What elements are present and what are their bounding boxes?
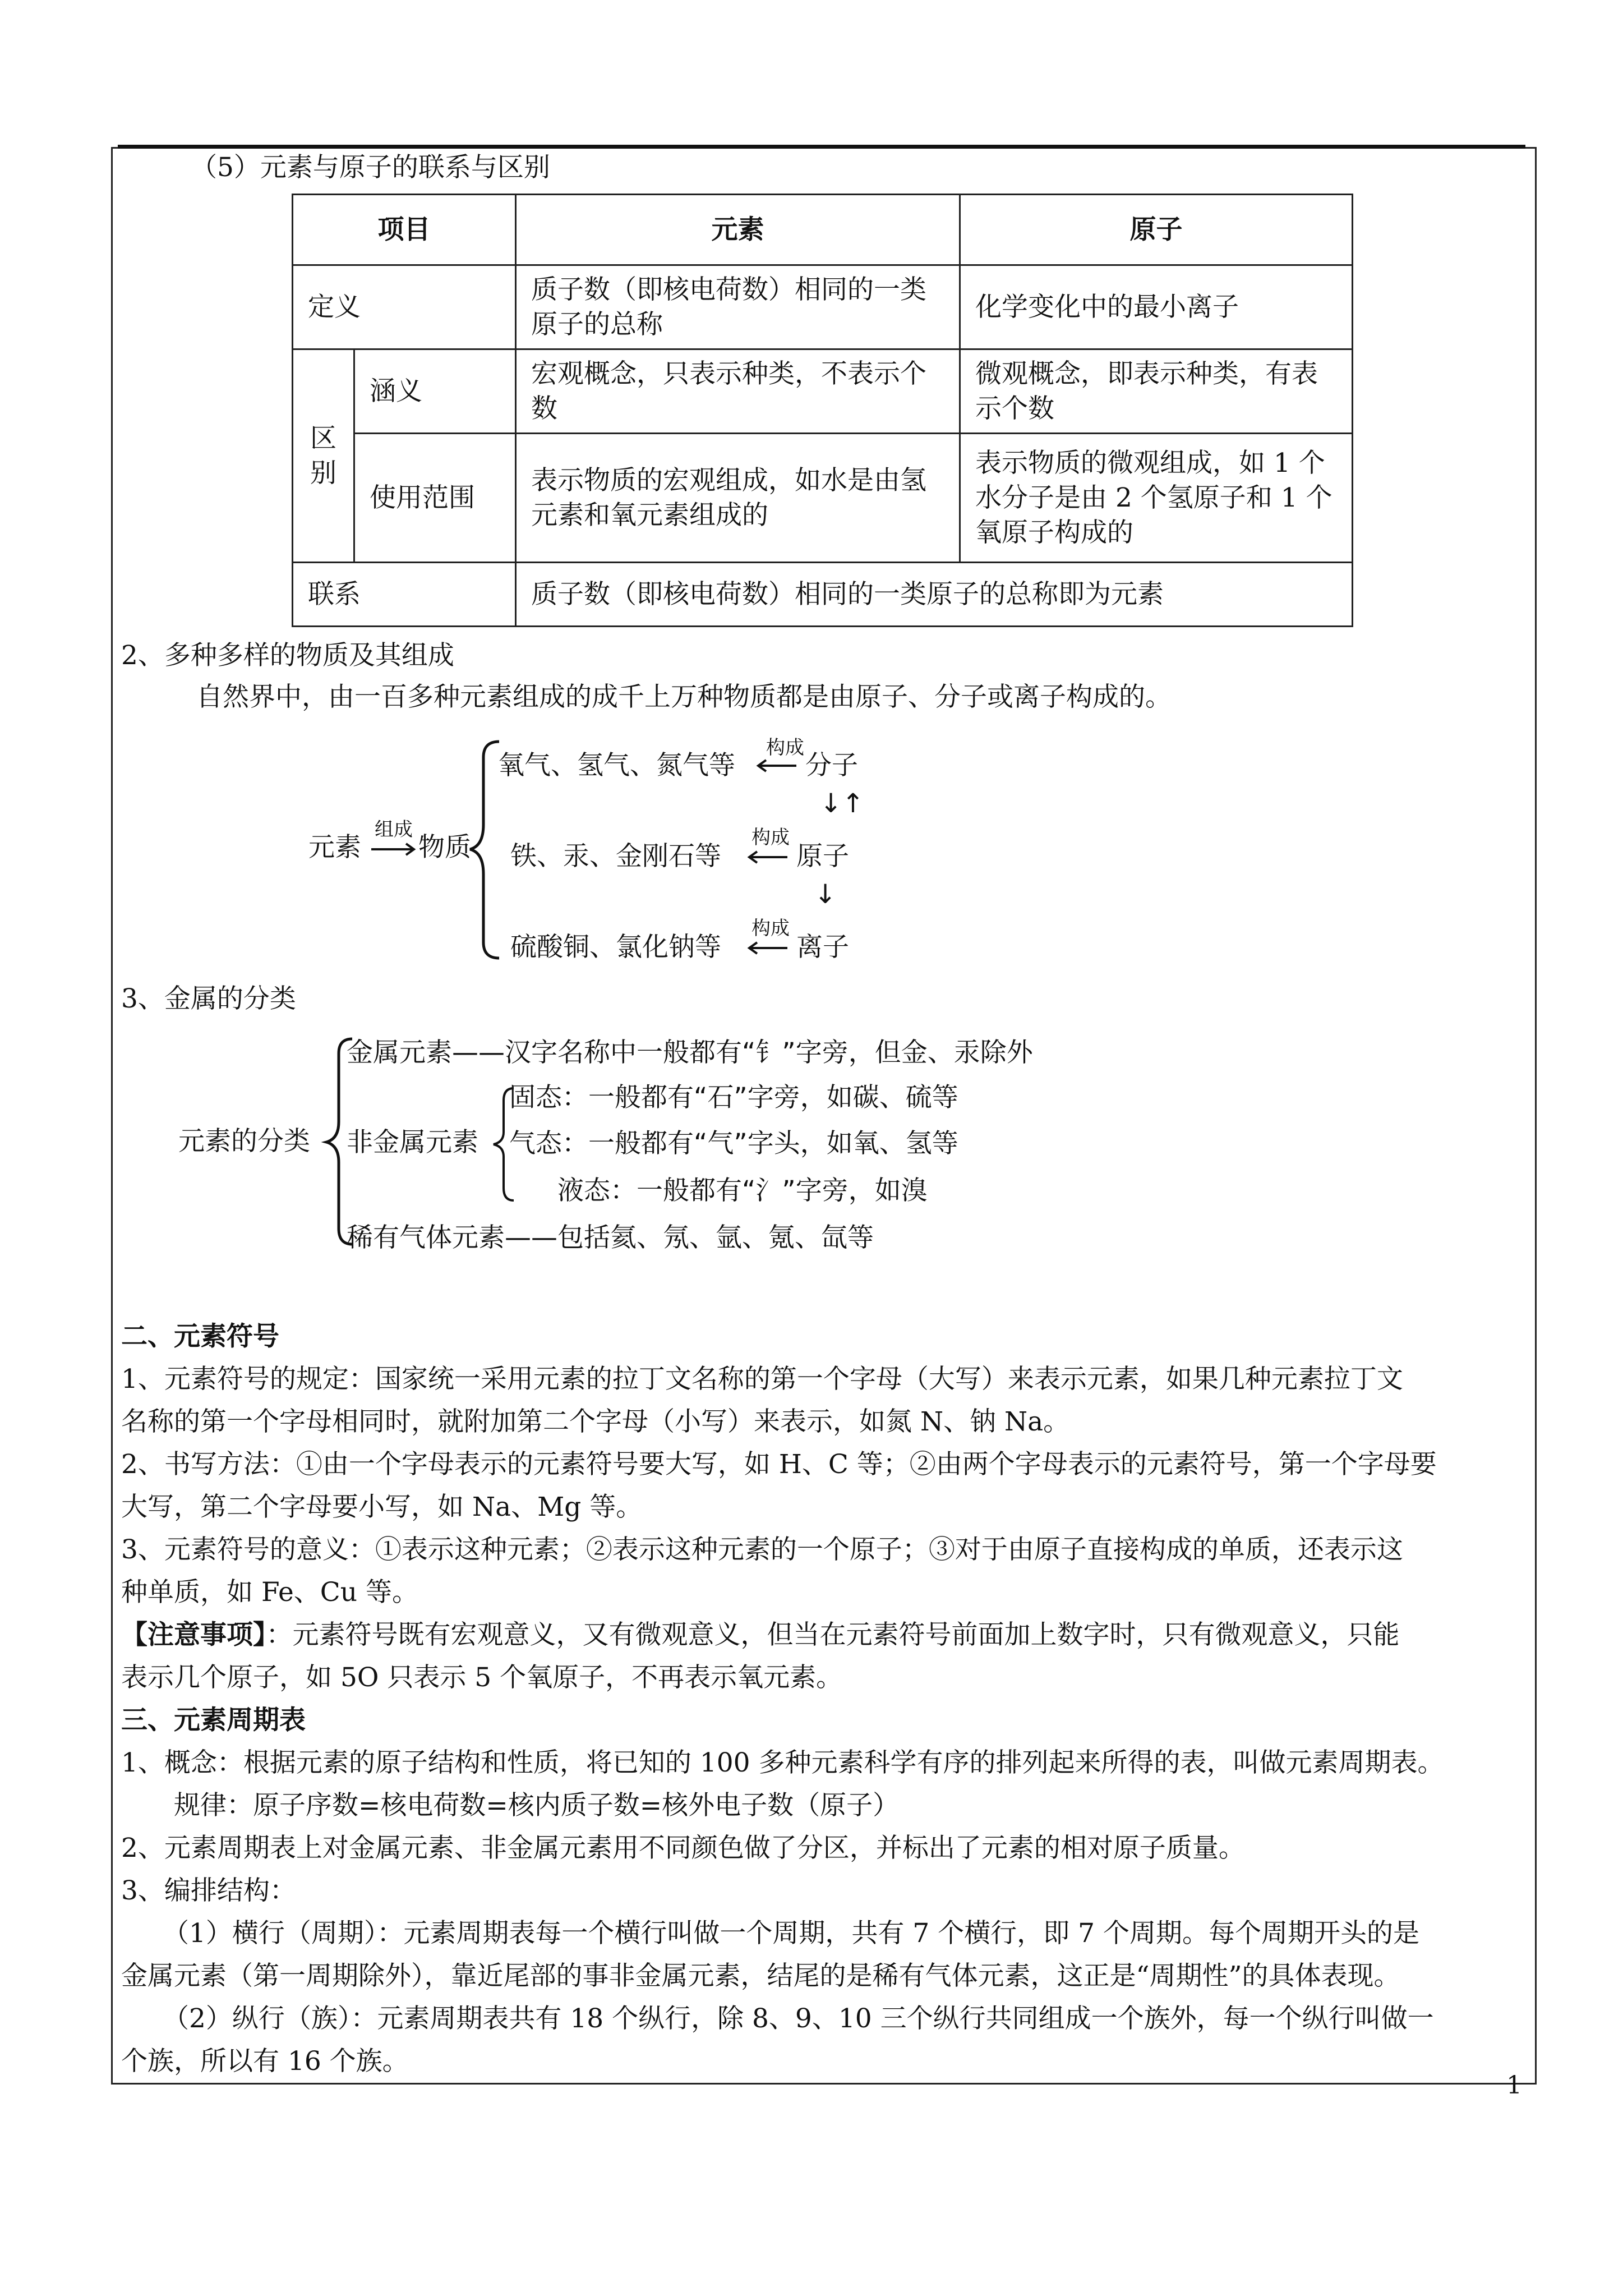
periodic-p3: 3、编排结构：	[121, 1875, 296, 1906]
symbols-p1-line1: 1、元素符号的规定：国家统一采用元素的拉丁文名称的第一个字母（大写）来表示元素，如果几种元素拉丁文	[121, 1364, 1403, 1395]
header-atom: 原子	[960, 195, 1353, 265]
periodic-row-line1: （1）横行（周期）：元素周期表每一个横行叫做一个周期，共有 7 个横行，即 7 个周期。每个周期开头的是	[163, 1918, 1419, 1949]
class-metal: 金属元素——汉字名称中一般都有“钅”字旁，但金、汞除外	[347, 1037, 1033, 1068]
diagram-ion: 离子	[796, 932, 849, 963]
meaning-atom: 微观概念，即表示种类，有表示个数	[960, 349, 1353, 434]
class-solid: 固态：一般都有“石”字旁，如碳、硫等	[509, 1082, 958, 1113]
diagram-element: 元素	[308, 832, 361, 863]
diagram-build-label-3: 构成	[751, 917, 790, 940]
diagram-row3: 硫酸铜、氯化钠等	[510, 932, 721, 963]
periodic-col-line1: （2）纵行（族）：元素周期表共有 18 个纵行，除 8、9、10 三个纵行共同组成一个族外，每一个纵行叫做一	[163, 2003, 1434, 2034]
symbols-note-line1	[121, 1618, 1400, 1653]
difference-label-bottom: 别	[310, 457, 336, 489]
classification-root: 元素的分类	[178, 1126, 310, 1157]
symbols-heading: 二、元素符号	[121, 1321, 279, 1352]
periodic-heading: 三、元素周期表	[121, 1705, 306, 1736]
diagram-row2: 铁、汞、金刚石等	[510, 841, 721, 872]
header-item: 项目	[293, 195, 516, 265]
diagram-molecule: 分子	[805, 750, 858, 781]
class-liquid: 液态：一般都有“氵”字旁，如溴	[557, 1175, 928, 1206]
row-scope-label: 使用范围	[354, 434, 516, 563]
diagram-compose-label: 组成	[375, 818, 413, 841]
difference-label-top: 区	[310, 422, 336, 454]
periodic-p1: 1、概念：根据元素的原子结构和性质，将已知的 100 多种元素科学有序的排列起来所得的表，叫做元素周期表。	[121, 1747, 1444, 1778]
diagram-arrow-atom-ion: ↓	[814, 879, 837, 910]
class-noble: 稀有气体元素——包括氦、氖、氩、氪、氙等	[347, 1222, 874, 1253]
symbols-p3-line1: 3、元素符号的意义：①表示这种元素；②表示这种元素的一个原子；③对于由原子直接构成的单质，还表示这	[121, 1534, 1403, 1565]
periodic-p2: 2、元素周期表上对金属元素、非金属元素用不同颜色做了分区，并标出了元素的相对原子质量。	[121, 1833, 1245, 1864]
diagram-build-label-1: 构成	[766, 737, 804, 759]
section2-intro: 自然界中，由一百多种元素组成的成千上万种物质都是由原子、分子或离子构成的。	[196, 682, 1172, 712]
symbols-note-line2: 表示几个原子，如 5O 只表示 5 个氧原子，不再表示氧元素。	[121, 1662, 843, 1693]
diagram-row1: 氧气、氢气、氮气等	[498, 750, 735, 781]
page-number: 1	[1506, 2071, 1522, 2100]
meaning-element: 宏观概念，只表示种类，不表示个数	[516, 349, 960, 434]
periodic-row-line2: 金属元素（第一周期除外），靠近尾部的事非金属元素，结尾的是稀有气体元素，这正是“周期性”的具体表现。	[121, 1961, 1400, 1991]
section2-heading: 2、多种多样的物质及其组成	[121, 640, 454, 671]
row-definition-label: 定义	[293, 265, 516, 349]
periodic-col-line2: 个族，所以有 16 个族。	[121, 2046, 409, 2077]
row-meaning-label: 涵义	[354, 349, 516, 434]
definition-element: 质子数（即核电荷数）相同的一类原子的总称	[516, 265, 960, 349]
header-element: 元素	[516, 195, 960, 265]
periodic-rule: 规律：原子序数=核电荷数=核内质子数=核外电子数（原子）	[174, 1790, 900, 1821]
relation-text: 质子数（即核电荷数）相同的一类原子的总称即为元素	[516, 563, 1353, 627]
note-label: 【注意事项】	[121, 1619, 266, 1650]
definition-atom: 化学变化中的最小离子	[960, 265, 1353, 349]
note-text-1: ：元素符号既有宏观意义，又有微观意义，但当在元素符号前面加上数字时，只有微观意义，只能	[266, 1619, 1400, 1650]
diagram-atom: 原子	[796, 841, 849, 872]
symbols-p3-line2: 种单质，如 Fe、Cu 等。	[121, 1577, 418, 1608]
row-relation-label: 联系	[293, 563, 516, 627]
class-gas: 气态：一般都有“气”字头，如氧、氢等	[509, 1128, 958, 1159]
scope-element: 表示物质的宏观组成，如水是由氢元素和氧元素组成的	[516, 434, 960, 563]
symbols-p2-line1: 2、书写方法：①由一个字母表示的元素符号要大写，如 H、C 等；②由两个字母表示的元素符号，第一个字母要	[121, 1449, 1437, 1480]
symbols-p2-line2: 大写，第二个字母要小写，如 Na、Mg 等。	[121, 1492, 643, 1522]
scope-atom: 表示物质的微观组成，如 1 个水分子是由 2 个氢原子和 1 个氧原子构成的	[960, 434, 1353, 563]
symbols-p1-line2: 名称的第一个字母相同时，就附加第二个字母（小写）来表示，如氮 N、钠 Na。	[121, 1406, 1070, 1437]
section3-heading: 3、金属的分类	[121, 983, 296, 1014]
diagram-arrow-mol-atom: ↓↑	[820, 788, 864, 819]
table-title: （5）元素与原子的联系与区别	[191, 152, 550, 183]
diagram-build-label-2: 构成	[751, 826, 790, 849]
class-nonmetal: 非金属元素	[347, 1127, 478, 1158]
diagram-substance: 物质	[418, 832, 471, 863]
